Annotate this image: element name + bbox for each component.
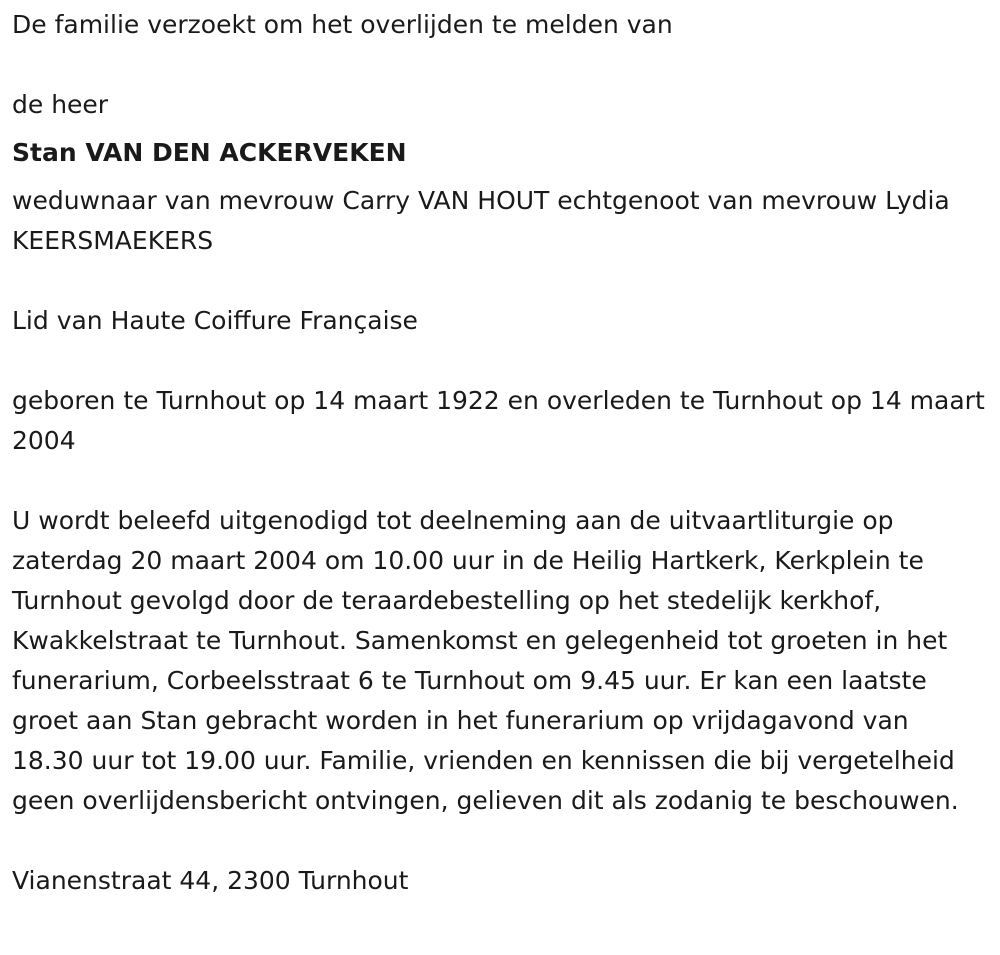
spacer xyxy=(12,45,988,85)
deceased-name: Stan VAN DEN ACKERVEKEN xyxy=(12,138,407,167)
birth-death-text: geboren te Turnhout op 14 maart 1922 en overleden te Turnhout op 14 maart 2004 xyxy=(12,386,985,455)
membership-text: Lid van Haute Coiffure Française xyxy=(12,306,418,335)
relations-text: weduwnaar van mevrouw Carry VAN HOUT echtgenoot van mevrouw Lydia KEERSMAEKERS xyxy=(12,186,950,255)
spacer xyxy=(12,821,988,861)
spacer xyxy=(12,461,988,501)
address-text: Vianenstraat 44, 2300 Turnhout xyxy=(12,866,409,895)
intro-text: De familie verzoekt om het overlijden te melden van xyxy=(12,10,673,39)
spacer xyxy=(12,341,988,381)
spacer xyxy=(12,125,988,133)
ceremony-text: U wordt beleefd uitgenodigd tot deelneming aan de uitvaartliturgie op zaterdag 20 maart 2004 om 10.00 uur in de Heilig Hartkerk, Kerkplein te Turnhout gevolgd door de teraardebestelling op het stedelijk kerkhof, Kwakkelstraat te Turnhout. Samenkomst en gelegenheid tot groeten in het funerarium, Corbeelsstraat 6 te Turnhout om 9.45 uur. Er kan een laatste groet aan Stan gebracht worden in het funerarium op vrijdagavond van 18.30 uur tot 19.00 uur. Familie, vrienden en kennissen die bij vergetelheid geen overlijdensbericht ontvingen, gelieven dit als zodanig te beschouwen. xyxy=(12,506,959,815)
honorific: de heer xyxy=(12,90,109,119)
spacer xyxy=(12,261,988,301)
spacer xyxy=(12,173,988,181)
